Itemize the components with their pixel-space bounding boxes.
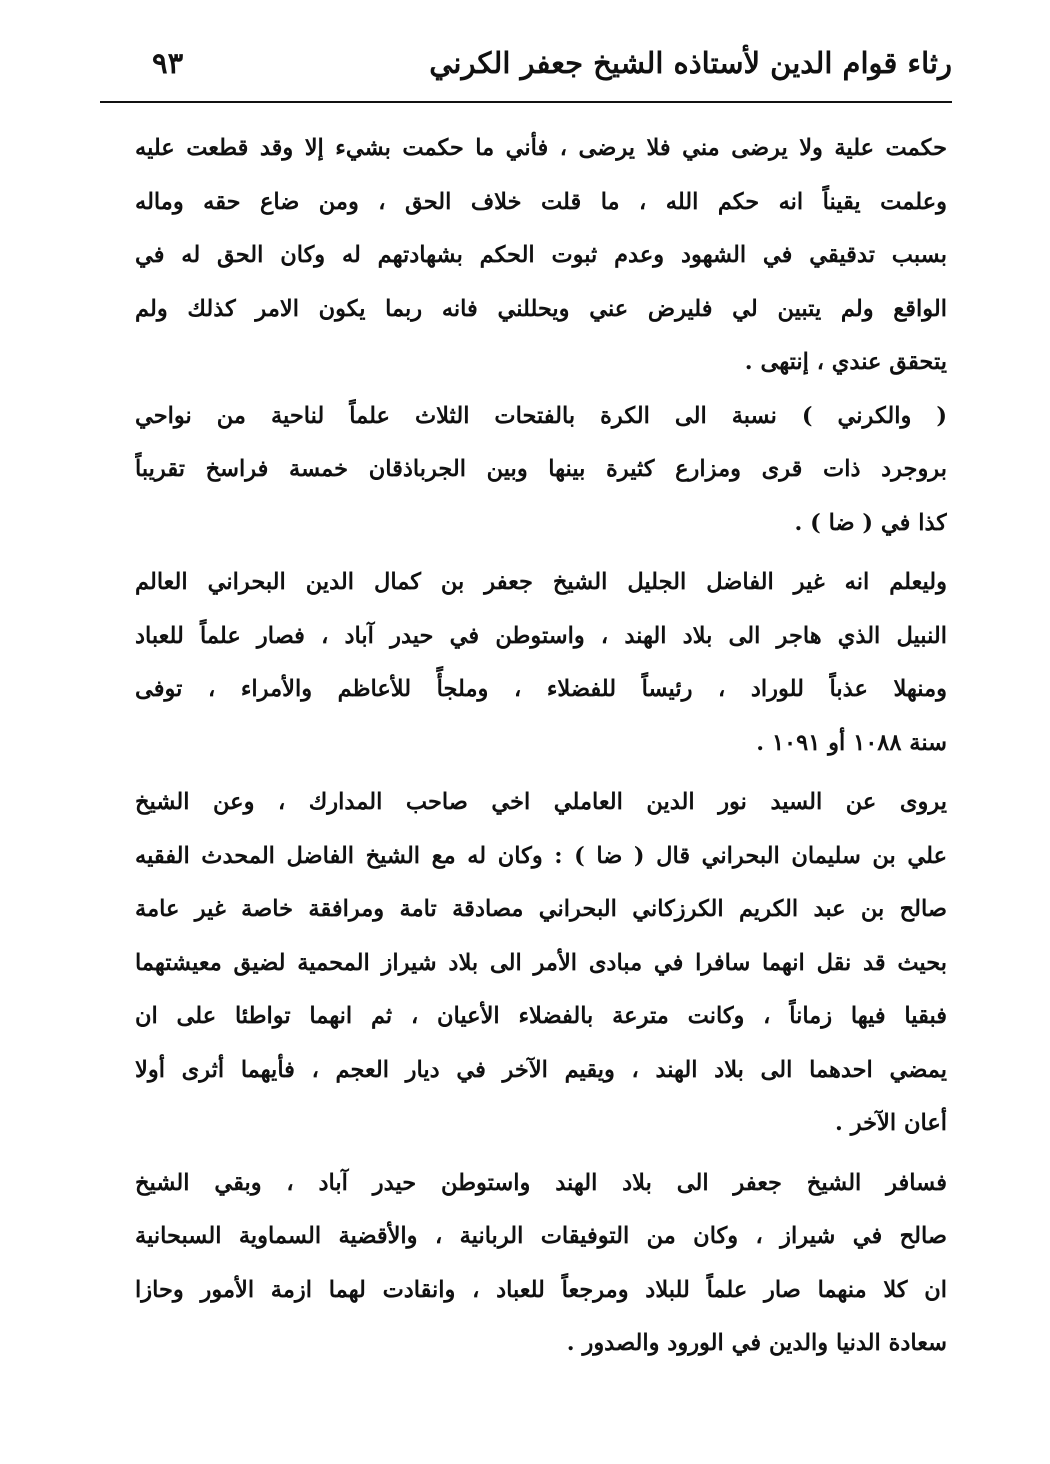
text-line: ومنهلا عذباً للوراد ، رئيساً للفضلاء ، وملجأً للأعاظم والأمراء ، توفى [135,676,947,702]
text-line: يمضي احدهما الى بلاد الهند ، ويقيم الآخر في ديار العجم ، فأيهما أثرى أولا [135,1056,947,1083]
text-line: أعان الآخر . [835,1110,947,1136]
text-line: بروجرد ذات قرى ومزارع كثيرة بينها وبين الجرباذقان خمسة فراسخ تقريباً [135,456,947,482]
page-number: ٩٣ [152,46,184,80]
header-rule [100,101,952,103]
paragraph-2 [135,390,947,551]
text-line: صالح في شيراز ، وكان من التوفيقات الربانية ، والأقضية السماوية السبحانية [135,1223,947,1249]
text-line: النبيل الذي هاجر الى بلاد الهند ، واستوطن في حيدر آباد ، فصار علماً للعباد [135,622,947,649]
text-line: كذا في ( ضا ) . [794,509,947,536]
text-line: بسبب تدقيقي في الشهود وعدم ثبوت الحكم بشهادتهم له وكان الحق له في [135,242,947,268]
text-line: حكمت علية ولا يرضى مني فلا يرضى ، فأني ما حكمت بشيء إلا وقد قطعت عليه [135,135,947,161]
text-line: بحيث قد نقل انهما سافرا في مبادى الأمر الى بلاد شيراز المحمية لضيق معيشتهما [135,949,947,976]
text-line: ( والكرني ) نسبة الى الكرة بالفتحات الثلاث علماً لناحية من نواحي [135,402,947,429]
text-line: فسافر الشيخ جعفر الى بلاد الهند واستوطن حيدر آباد ، وبقي الشيخ [135,1169,947,1196]
paragraph-5 [135,1157,947,1371]
text-line: ان كلا منهما صار علماً للبلاد ومرجعاً للعباد ، وانقادت لهما ازمة الأمور وحازا [135,1276,947,1303]
text-line: يروى عن السيد نور الدين العاملي اخي صاحب المدارك ، وعن الشيخ [135,789,947,815]
text-line: يتحقق عندي ، إنتهى . [744,349,947,375]
running-header [100,40,952,96]
text-line: علي بن سليمان البحراني قال ( ضا ) : وكان له مع الشيخ الفاضل المحدث الفقيه [135,842,947,869]
text-line: وليعلم انه غير الفاضل الجليل الشيخ جعفر بن كمال الدين البحراني العالم [135,569,947,595]
text-line: سنة ١٠٨٨ أو ١٠٩١ . [756,729,947,756]
running-title: رثاء قوام الدين لأستاذه الشيخ جعفر الكرني [429,46,952,80]
paragraph-3 [135,556,947,770]
text-line: فبقيا فيها زماناً ، وكانت مترعة بالفضلاء الأعيان ، ثم انهما تواطئا على ان [135,1003,947,1029]
paragraph-1 [135,122,947,390]
paragraph-4 [135,776,947,1151]
text-line: صالح بن عبد الكريم الكرزكاني البحراني مصادقة تامة ومرافقة خاصة غير عامة [135,896,947,922]
text-line: وعلمت يقيناً انه حكم الله ، ما قلت خلاف الحق ، ومن ضاع حقه وماله [135,188,947,215]
body-text [135,122,947,1371]
text-line: الواقع ولم يتبين لي فليرض عني ويحللني فانه ربما يكون الامر كذلك ولم [135,295,947,322]
text-line: سعادة الدنيا والدين في الورود والصدور . [566,1330,947,1356]
